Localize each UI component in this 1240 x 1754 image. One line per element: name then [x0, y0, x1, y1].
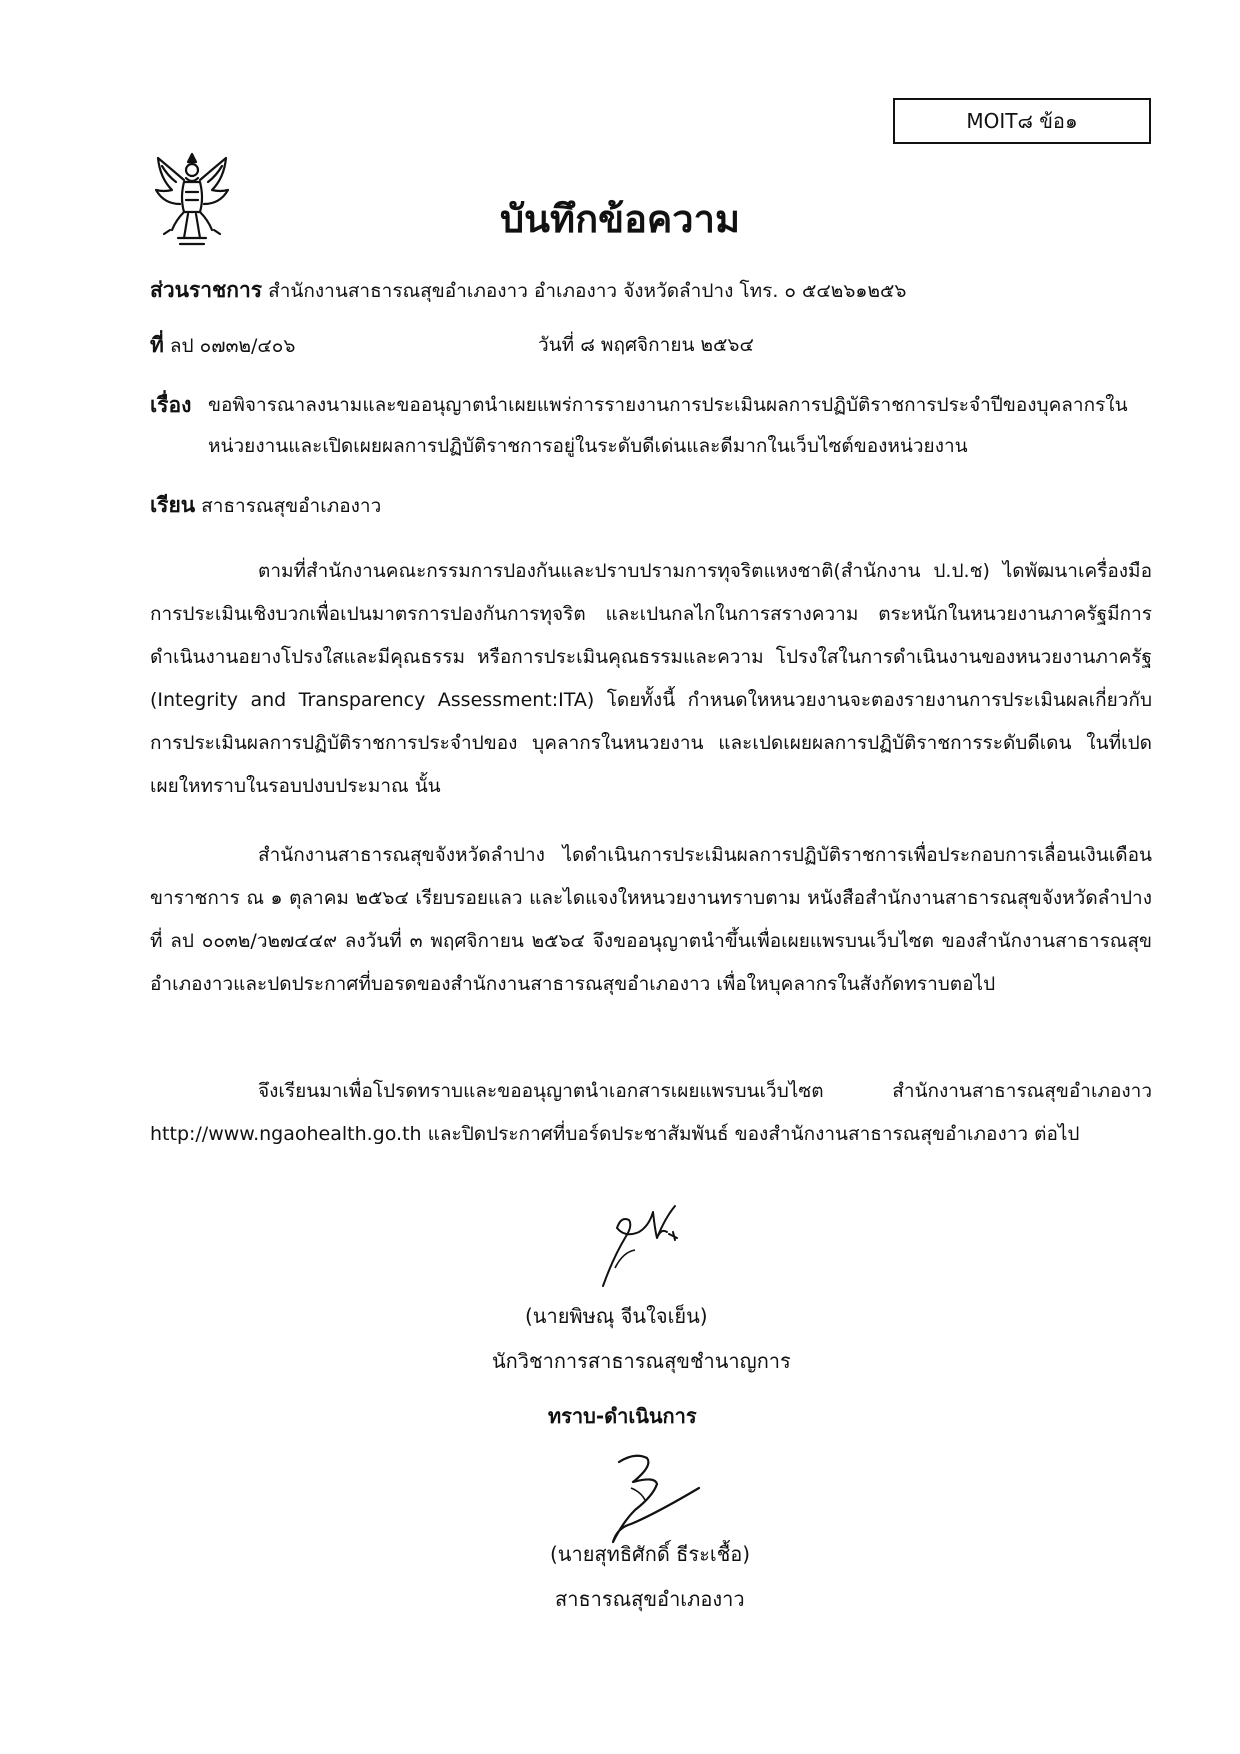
subject-value: ขอพิจารณาลงนามและขออนุญาตนำเผยแพร่การรายงานการประเมินผลการปฏิบัติราชการประจำปีของบุคลากรในหน่วยงานและเปิดเผยผลการปฏิบัติราชการอยู่ในระดับดีเด่นและดีมากในเว็บไซต์ของหน่วยงาน: [208, 394, 1128, 457]
reference-value: ลป ๐๗๓๒/๔๐๖: [169, 335, 296, 357]
agency-value: สำนักงานสาธารณสุขอำเภองาว อำเภองาว จังหวัดลำปาง โทร. ๐ ๕๔๒๖๑๒๕๖: [268, 280, 907, 302]
addressee-line: [150, 490, 381, 521]
date-line: [538, 330, 754, 360]
signer-2-position: สาธารณสุขอำเภองาว: [555, 1587, 745, 1611]
signer-1-position: นักวิชาการสาธารณสุขชำนาญการ: [492, 1349, 791, 1373]
document-title: บันทึกข้อความ: [499, 197, 741, 241]
body-paragraph-3: จึงเรียนมาเพื่อโปรดทราบและขออนุญาตนำเอกสารเผยแพรบนเว็บไซต สำนักงานสาธารณสุขอำเภองาว http://www.ngaohealth.go.th และปิดประกาศที่บอร์ดประชาสัมพันธ์ ของสำนักงานสาธารณสุขอำเภองาว ต่อไป: [150, 1080, 1152, 1145]
signature-2-icon: [595, 1448, 715, 1548]
date-value: ๘ พฤศจิกายน ๒๕๖๔: [580, 334, 754, 356]
date-label: วันที่: [538, 334, 575, 356]
signer-1-name: (นายพิษณุ จีนใจเย็น): [525, 1304, 708, 1328]
agency-line: [150, 275, 906, 306]
agency-label: ส่วนราชการ: [150, 278, 263, 302]
body-paragraph-1: ตามที่สำนักงานคณะกรรมการปองกันและปราบปรามการทุจริตแหงชาติ(สำนักงาน ป.ป.ช) ไดพัฒนาเครื่องมือการประเมินเชิงบวกเพื่อเปนมาตรการปองกันการทุจริต และเปนกลไกในการสรางความ ตระหนักในหนวยงานภาครัฐมีการดำเนินงานอยางโปรงใสและมีคุณธรรม หรือการประเมินคุณธรรมและความ โปรงใสในการดำเนินงานของหนวยงานภาครัฐ (Integrity and Transparency Assessment:ITA) โดยทั้งนี้ กำหนดใหหนวยงานจะตองรายงานการประเมินผลเกี่ยวกับการประเมินผลการปฏิบัติราชการประจำปของ บุคลากรในหนวยงาน และเปดเผยผลการปฏิบัติราชการระดับดีเดน ในที่เปดเผยใหทราบในรอบปงบประมาณ นั้น: [150, 560, 1152, 797]
form-tag: MOIT๘ ข้อ๑: [893, 98, 1151, 144]
signature-1-icon: [595, 1198, 705, 1290]
body-paragraph-2: สำนักงานสาธารณสุขจังหวัดลำปาง ไดดำเนินการประเมินผลการปฏิบัติราชการเพื่อประกอบการเลื่อนเงินเดือนขาราชการ ณ ๑ ตุลาคม ๒๕๖๔ เรียบรอยแลว และไดแจงใหหนวยงานทราบตาม หนังสือสำนักงานสาธารณสุขจังหวัดลำปาง ที่ ลป ๐๐๓๒/ว๒๗๔๔๙ ลงวันที่ ๓ พฤศจิกายน ๒๕๖๔ จึงขออนุญาตนำขึ้นเพื่อเผยแพรบนเว็บไซต ของสำนักงานสาธารณสุขอำเภองาวและปดประกาศที่บอรดของสำนักงานสาธารณสุขอำเภองาว เพื่อใหบุคลากรในสังกัดทราบตอไป: [150, 844, 1152, 995]
reference-line: [150, 330, 295, 361]
addressee-label: เรียน: [150, 493, 196, 517]
subject-label: เรื่อง: [150, 393, 192, 417]
reference-label: ที่: [150, 333, 164, 357]
signer-2-name: (นายสุทธิศักดิ์ ธีระเชื้อ): [550, 1542, 751, 1566]
subject-row: [150, 385, 1150, 467]
acknowledgement-text: ทราบ-ดำเนินการ: [548, 1404, 697, 1428]
addressee-value: สาธารณสุขอำเภองาว: [201, 495, 382, 517]
